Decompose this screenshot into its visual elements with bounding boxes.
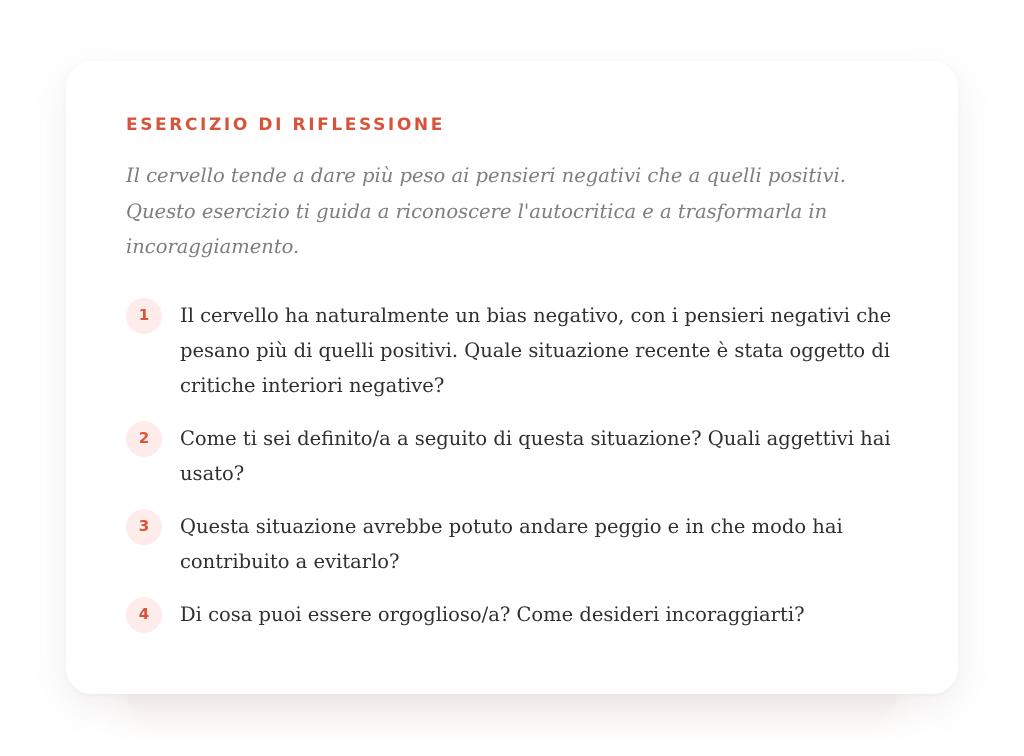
question-item [126,421,906,491]
question-number-badge: 2 [126,421,162,457]
question-text: Il cervello ha naturalmente un bias negativo, con i pensieri negativi che pesano più di quelli positivi. Quale situazione recente è stata oggetto di critiche interiori negative? [180,304,892,397]
question-item [126,298,906,403]
question-number-badge: 4 [126,597,162,633]
question-list [126,298,906,651]
question-text: Questa situazione avrebbe potuto andare peggio e in che modo hai contribuito a evitarlo? [180,515,843,573]
reflection-card [66,61,958,694]
card-intro: Il cervello tende a dare più peso ai pensieri negativi che a quelli positivi. Questo esercizio ti guida a riconoscere l'autocritica e a trasformarla in incoraggiamento. [126,164,846,258]
question-text: Come ti sei definito/a a seguito di questa situazione? Quali aggettivi hai usato? [180,427,891,485]
card-eyebrow: ESERCIZIO DI RIFLESSIONE [126,115,445,135]
question-text: Di cosa puoi essere orgoglioso/a? Come desideri incoraggiarti? [180,603,805,626]
question-item [126,509,906,579]
question-item [126,597,906,633]
question-number-badge: 1 [126,298,162,334]
question-number-badge: 3 [126,509,162,545]
